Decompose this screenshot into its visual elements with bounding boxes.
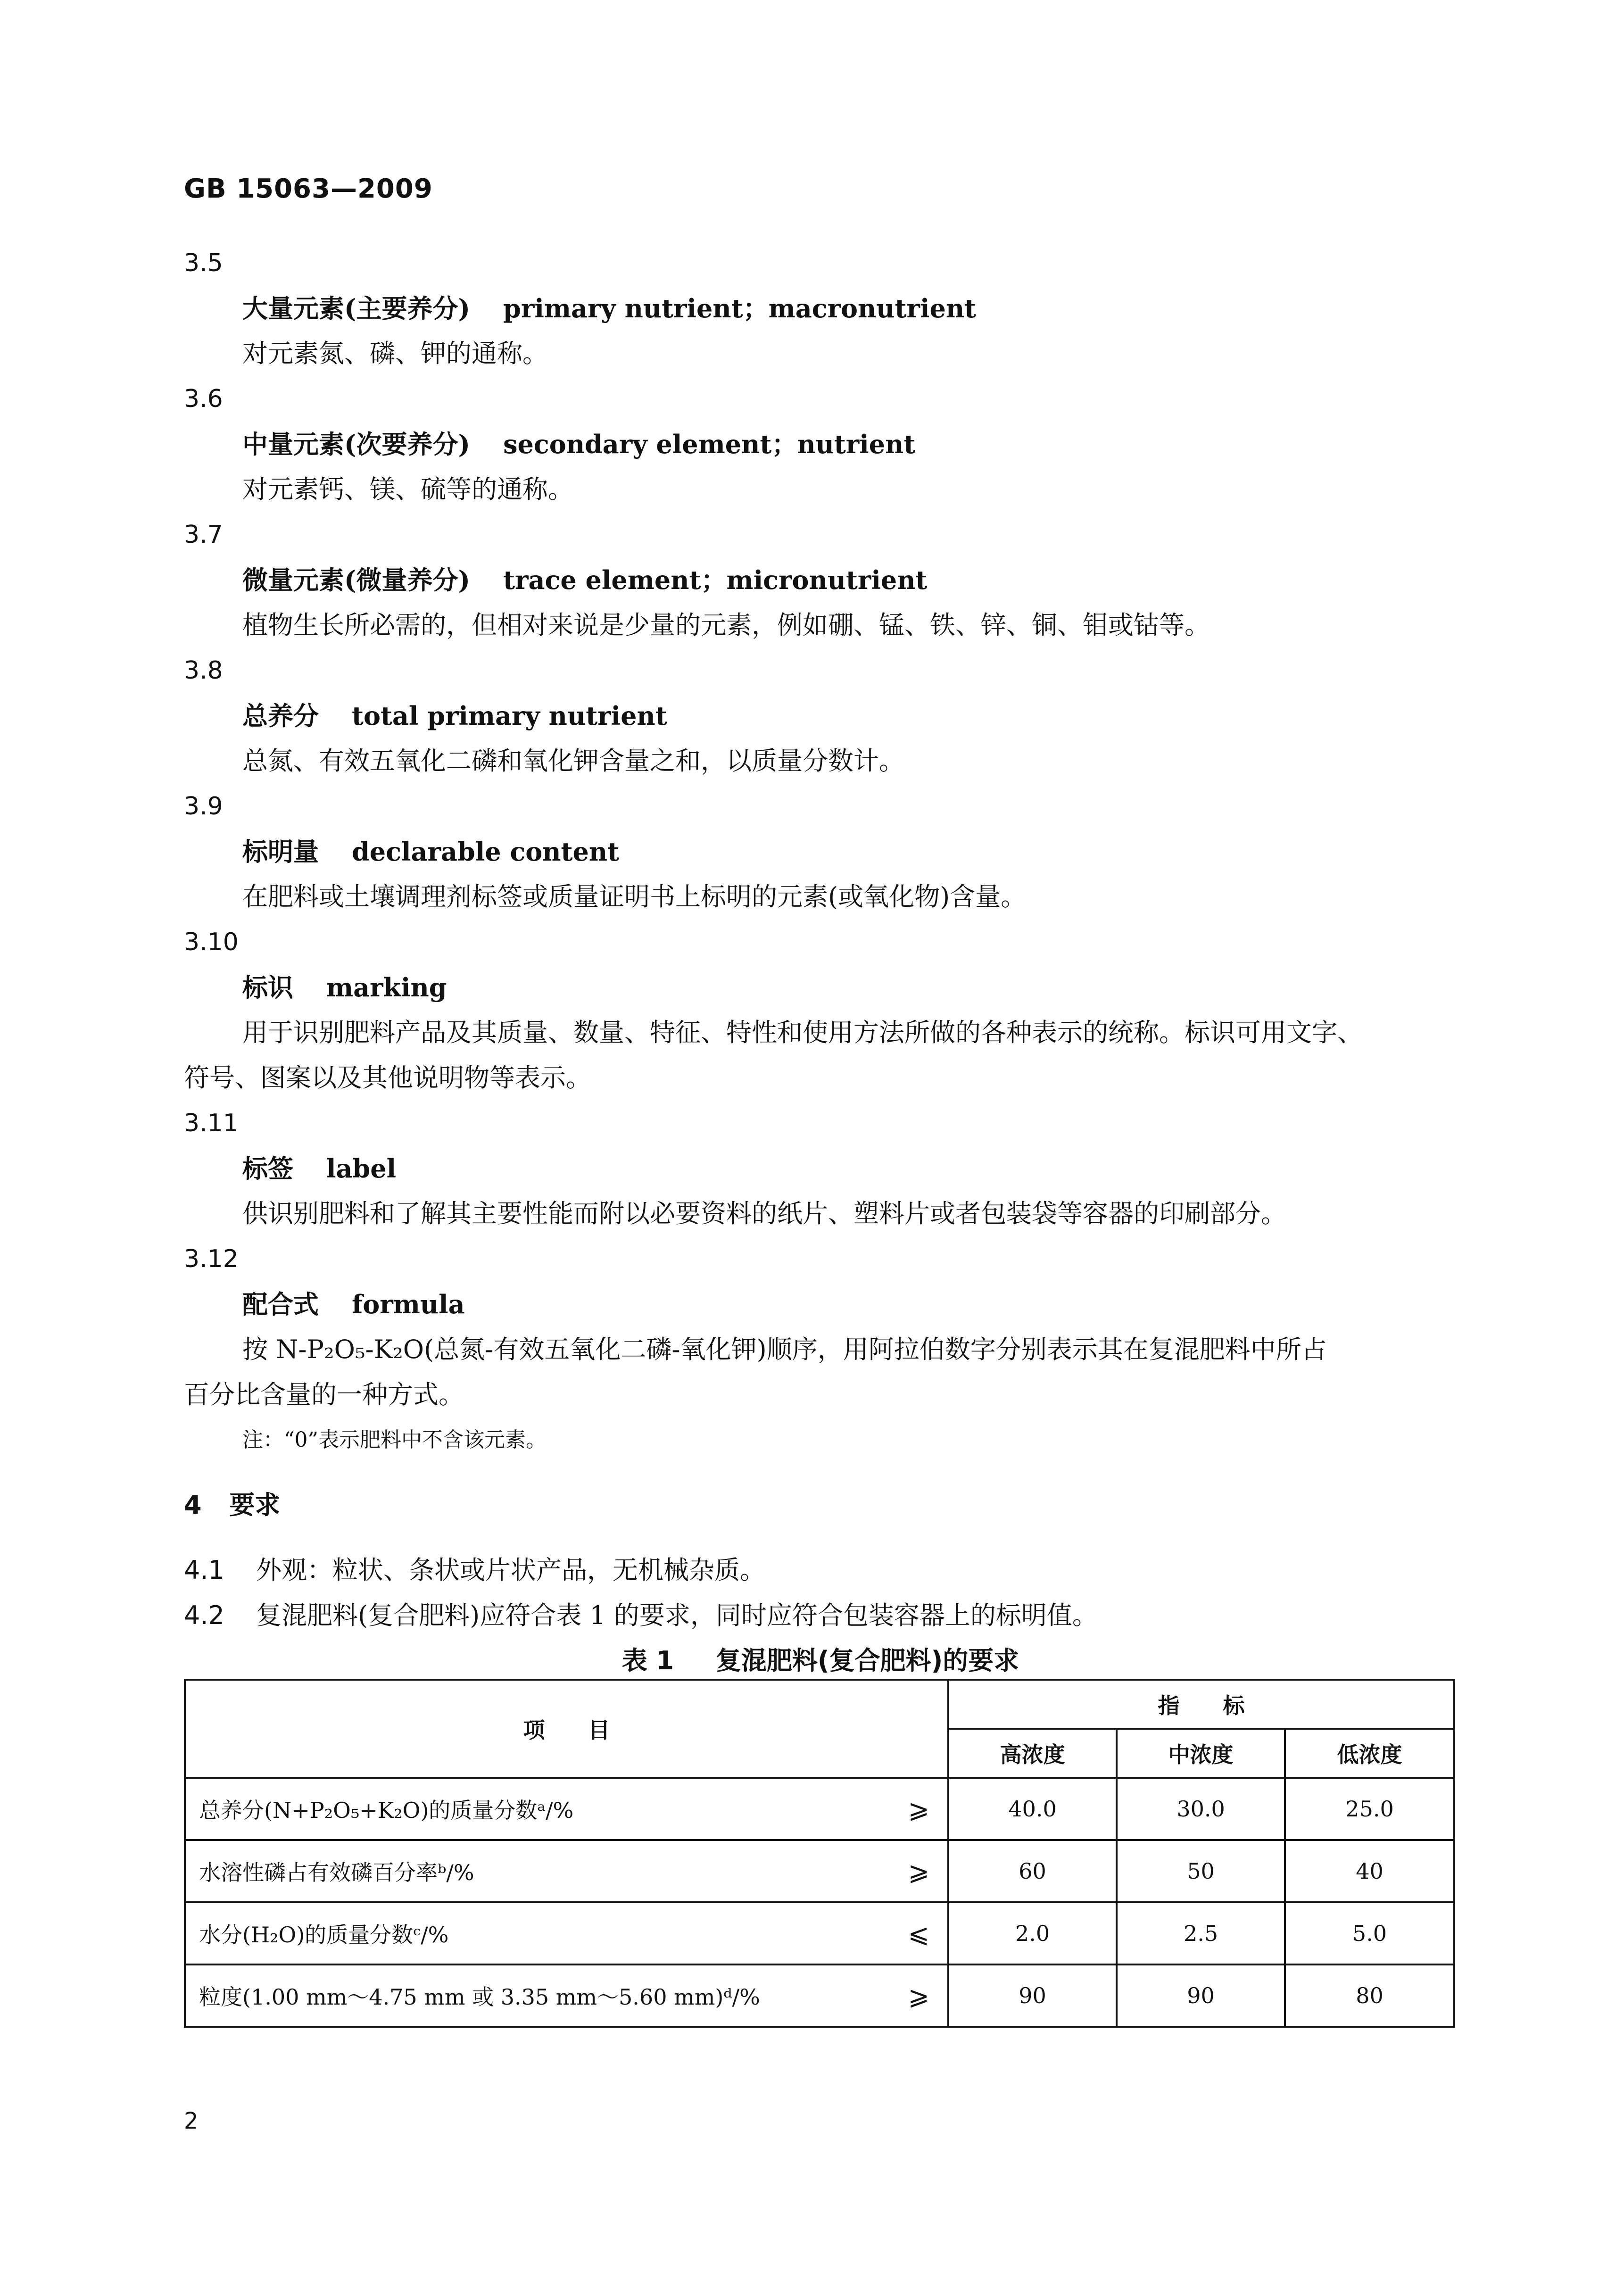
row-value-low: 25.0 bbox=[1285, 1778, 1454, 1840]
row-item: 水溶性磷占有效磷百分率ᵇ/% bbox=[185, 1840, 890, 1902]
term-english: declarable content bbox=[352, 837, 620, 867]
term-english: label bbox=[326, 1153, 397, 1184]
term-english: primary nutrient；macronutrient bbox=[503, 293, 977, 323]
clause-definition: 按 N-P₂O₅-K₂O(总氮-有效五氧化二磷-氧化钾)顺序，用阿拉伯数字分别表示其在复混肥料中所占 bbox=[242, 1334, 1327, 1364]
table-row bbox=[185, 1840, 1454, 1902]
clause-term bbox=[184, 286, 1457, 331]
clause-definition: 对元素钙、镁、硫等的通称。 bbox=[242, 474, 573, 504]
row-value-medium: 30.0 bbox=[1117, 1778, 1285, 1840]
row-value-high: 40.0 bbox=[948, 1778, 1117, 1840]
term-chinese: 配合式 bbox=[242, 1289, 319, 1319]
term-chinese: 标明量 bbox=[242, 837, 319, 867]
section-title: 要求 bbox=[229, 1490, 281, 1520]
clause-note: 注：“0”表示肥料中不含该元素。 bbox=[242, 1428, 547, 1452]
clause-definition: 对元素氮、磷、钾的通称。 bbox=[242, 339, 548, 368]
clause-definition: 百分比含量的一种方式。 bbox=[184, 1380, 464, 1409]
term-english: formula bbox=[352, 1289, 465, 1319]
row-comparator: ⩾ bbox=[890, 1840, 948, 1902]
header-index: 指 标 bbox=[948, 1680, 1454, 1729]
row-value-high: 60 bbox=[948, 1840, 1117, 1902]
clause-term bbox=[184, 1146, 1457, 1191]
clause-term bbox=[184, 829, 1457, 874]
clause-number: 3.10 bbox=[184, 928, 239, 956]
term-english: secondary element；nutrient bbox=[503, 429, 916, 459]
clause-list bbox=[184, 240, 1457, 1463]
row-item: 总养分(N+P₂O₅+K₂O)的质量分数ᵃ/% bbox=[185, 1778, 890, 1840]
table-caption bbox=[184, 1638, 1457, 1683]
row-item: 粒度(1.00 mm～4.75 mm 或 3.35 mm～5.60 mm)ᵈ/% bbox=[185, 1964, 890, 2027]
term-chinese: 标识 bbox=[242, 972, 293, 1003]
row-value-high: 2.0 bbox=[948, 1902, 1117, 1964]
clause-number: 3.9 bbox=[184, 792, 223, 821]
row-value-low: 80 bbox=[1285, 1964, 1454, 2027]
standard-code: GB 15063—2009 bbox=[184, 174, 433, 204]
page-number: 2 bbox=[184, 2108, 199, 2134]
row-value-medium: 2.5 bbox=[1117, 1902, 1285, 1964]
table-row bbox=[185, 1964, 1454, 2027]
clause-number: 3.7 bbox=[184, 521, 223, 549]
row-item: 水分(H₂O)的质量分数ᶜ/% bbox=[185, 1902, 890, 1964]
row-value-medium: 90 bbox=[1117, 1964, 1285, 2027]
clause-term bbox=[184, 557, 1457, 603]
clauses-body bbox=[184, 240, 1457, 1683]
header-high-concentration: 高浓度 bbox=[948, 1729, 1117, 1778]
table-caption-title: 复混肥料(复合肥料)的要求 bbox=[715, 1646, 1019, 1675]
requirement-4-1 bbox=[184, 1548, 1457, 1593]
clause-number: 3.12 bbox=[184, 1245, 239, 1273]
clause-definition: 在肥料或土壤调理剂标签或质量证明书上标明的元素(或氧化物)含量。 bbox=[242, 882, 1027, 912]
row-comparator: ⩽ bbox=[890, 1902, 948, 1964]
section-4-heading bbox=[184, 1483, 1457, 1528]
term-chinese: 中量元素(次要养分) bbox=[242, 429, 471, 459]
clause-definition: 供识别肥料和了解其主要性能而附以必要资料的纸片、塑料片或者包装袋等容器的印刷部分。 bbox=[242, 1199, 1286, 1228]
requirement-number: 4.1 bbox=[184, 1555, 224, 1585]
term-chinese: 标签 bbox=[242, 1153, 293, 1184]
header-medium-concentration: 中浓度 bbox=[1117, 1729, 1285, 1778]
requirement-4-2 bbox=[184, 1593, 1457, 1638]
table-row bbox=[185, 1778, 1454, 1840]
term-chinese: 大量元素(主要养分) bbox=[242, 293, 471, 323]
clause-definition: 总氮、有效五氧化二磷和氧化钾含量之和，以质量分数计。 bbox=[242, 746, 904, 776]
clause-definition: 用于识别肥料产品及其质量、数量、特征、特性和使用方法所做的各种表示的统称。标识可用文字、 bbox=[242, 1018, 1363, 1047]
clause-definition: 符号、图案以及其他说明物等表示。 bbox=[184, 1063, 591, 1093]
clause-definition: 植物生长所必需的，但相对来说是少量的元素，例如硼、锰、铁、锌、铜、钼或钴等。 bbox=[242, 610, 1210, 640]
term-chinese: 总养分 bbox=[242, 701, 319, 731]
header-item: 项 目 bbox=[185, 1680, 948, 1778]
term-chinese: 微量元素(微量养分) bbox=[242, 565, 471, 595]
term-english: total primary nutrient bbox=[352, 701, 667, 731]
clause-term bbox=[184, 965, 1457, 1010]
row-value-low: 40 bbox=[1285, 1840, 1454, 1902]
clause-term bbox=[184, 422, 1457, 467]
clause-number: 3.11 bbox=[184, 1109, 239, 1137]
row-value-low: 5.0 bbox=[1285, 1902, 1454, 1964]
requirement-number: 4.2 bbox=[184, 1600, 224, 1630]
table-row bbox=[185, 1902, 1454, 1964]
clause-number: 3.6 bbox=[184, 385, 223, 413]
requirement-text: 外观：粒状、条状或片状产品，无机械杂质。 bbox=[256, 1555, 766, 1585]
table-caption-number: 表 1 bbox=[621, 1646, 674, 1675]
clause-term bbox=[184, 693, 1457, 738]
section-number: 4 bbox=[184, 1490, 202, 1520]
clause-term bbox=[184, 1282, 1457, 1327]
header-low-concentration: 低浓度 bbox=[1285, 1729, 1454, 1778]
term-english: trace element；micronutrient bbox=[503, 565, 928, 595]
requirements-table bbox=[184, 1679, 1455, 2028]
row-value-medium: 50 bbox=[1117, 1840, 1285, 1902]
row-value-high: 90 bbox=[948, 1964, 1117, 2027]
term-english: marking bbox=[326, 972, 447, 1003]
requirement-text: 复混肥料(复合肥料)应符合表 1 的要求，同时应符合包装容器上的标明值。 bbox=[256, 1600, 1098, 1630]
clause-number: 3.5 bbox=[184, 249, 223, 277]
row-comparator: ⩾ bbox=[890, 1778, 948, 1840]
row-comparator: ⩾ bbox=[890, 1964, 948, 2027]
clause-number: 3.8 bbox=[184, 656, 223, 685]
